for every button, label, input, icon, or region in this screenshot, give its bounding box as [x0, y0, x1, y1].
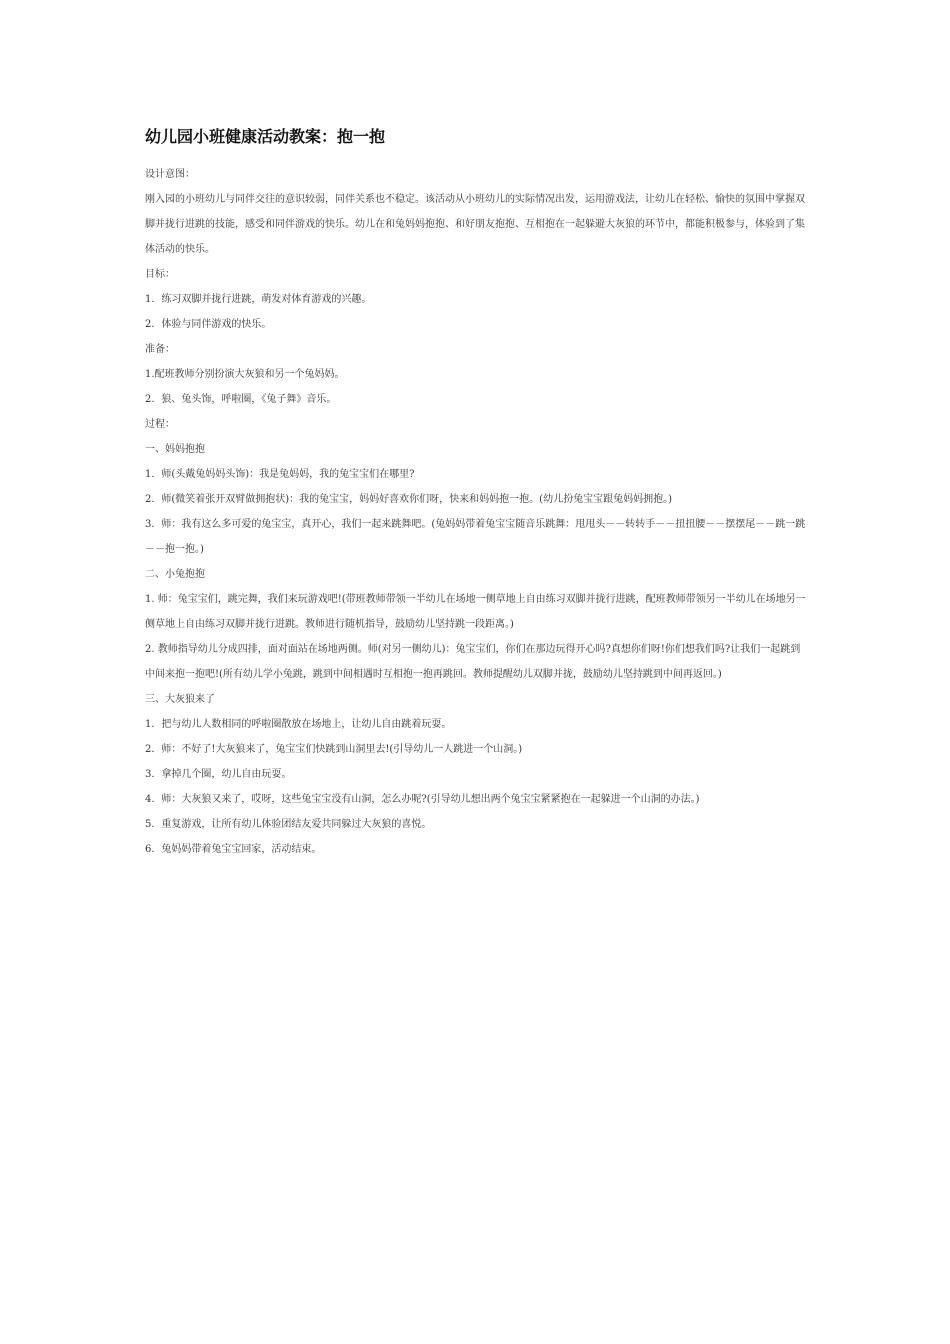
subsection-heading: 三、大灰狼来了 [145, 694, 215, 705]
section-heading-process: 过程： [145, 419, 175, 430]
section-heading-preparation: 准备： [145, 344, 175, 355]
list-item: 3．师：我有这么多可爱的兔宝宝，真开心，我们一起来跳舞吧。(兔妈妈带着兔宝宝随音乐跳舞：甩甩头－－转转手－－扭扭腰－－摆摆尾－－跳一跳－－抱一抱。) [145, 519, 806, 555]
list-item: 1.配班教师分别扮演大灰狼和另一个兔妈妈。 [145, 369, 345, 380]
paragraph-design-intent: 刚入园的小班幼儿与同伴交往的意识较弱，同伴关系也不稳定。该活动从小班幼儿的实际情况出发，运用游戏法，让幼儿在轻松、愉快的氛围中掌握双脚并拢行进跳的技能，感受和同伴游戏的快乐。幼儿在和兔妈妈抱抱、和好朋友抱抱、互相抱在一起躲避大灰狼的环节中，都能积极参与，体验到了集体活动的快乐。 [145, 194, 805, 255]
section-heading-design-intent: 设计意图： [145, 169, 195, 180]
document-title: 幼儿园小班健康活动教案：抱一抱 [145, 127, 386, 146]
list-item: 2．体验与同伴游戏的快乐。 [145, 319, 272, 330]
list-item: 3．拿掉几个圈，幼儿自由玩耍。 [145, 769, 292, 780]
list-item: 2．狼、兔头饰，呼啦圈，《兔子舞》音乐。 [145, 394, 337, 405]
list-item: 1．师(头戴兔妈妈头饰)：我是兔妈妈，我的兔宝宝们在哪里? [145, 469, 415, 480]
subsection-heading: 二、小兔抱抱 [145, 569, 205, 580]
list-item: 2．师(微笑着张开双臂做拥抱状)：我的兔宝宝，妈妈好喜欢你们呀，快来和妈妈抱一抱。(幼儿扮兔宝宝跟兔妈妈拥抱。) [145, 494, 672, 505]
list-item: 4．师：大灰狼又来了，哎呀，这些兔宝宝没有山洞，怎么办呢?(引导幼儿想出两个兔宝宝紧紧抱在一起躲进一个山洞的办法。) [145, 794, 700, 805]
list-item: 1．把与幼儿人数相同的呼啦圈散放在场地上，让幼儿自由跳着玩耍。 [145, 719, 452, 730]
list-item: 5．重复游戏，让所有幼儿体验团结友爱共同躲过大灰狼的喜悦。 [145, 819, 432, 830]
document-body [145, 162, 810, 862]
list-item: 1．练习双脚并拢行进跳，萌发对体育游戏的兴趣。 [145, 294, 372, 305]
section-heading-goals: 目标： [145, 269, 175, 280]
list-item: 1. 师：兔宝宝们，跳完舞，我们来玩游戏吧!(带班教师带领一半幼儿在场地一侧草地上自由练习双脚并拢行进跳，配班教师带领另一半幼儿在场地另一侧草地上自由练习双脚并拢行进跳。教师进行随机指导，鼓励幼儿坚持跳一段距离。) [145, 594, 806, 630]
list-item: 2. 教师指导幼儿分成四排，面对面站在场地两侧。师(对另一侧幼儿)：兔宝宝们，你们在那边玩得开心吗?真想你们呀!你们想我们吗?让我们一起跳到中间来抱一抱吧!(所有幼儿学小兔跳，跳到中间相遇时互相抱一抱再跳回。教师提醒幼儿双脚并拢，鼓励幼儿坚持跳到中间再返回。) [145, 644, 801, 680]
subsection-heading: 一、妈妈抱抱 [145, 444, 205, 455]
document-page [145, 124, 810, 862]
list-item: 2．师：不好了!大灰狼来了，兔宝宝们快跳到山洞里去!(引导幼儿一人跳进一个山洞。) [145, 744, 523, 755]
list-item: 6．兔妈妈带着兔宝宝回家，活动结束。 [145, 844, 322, 855]
